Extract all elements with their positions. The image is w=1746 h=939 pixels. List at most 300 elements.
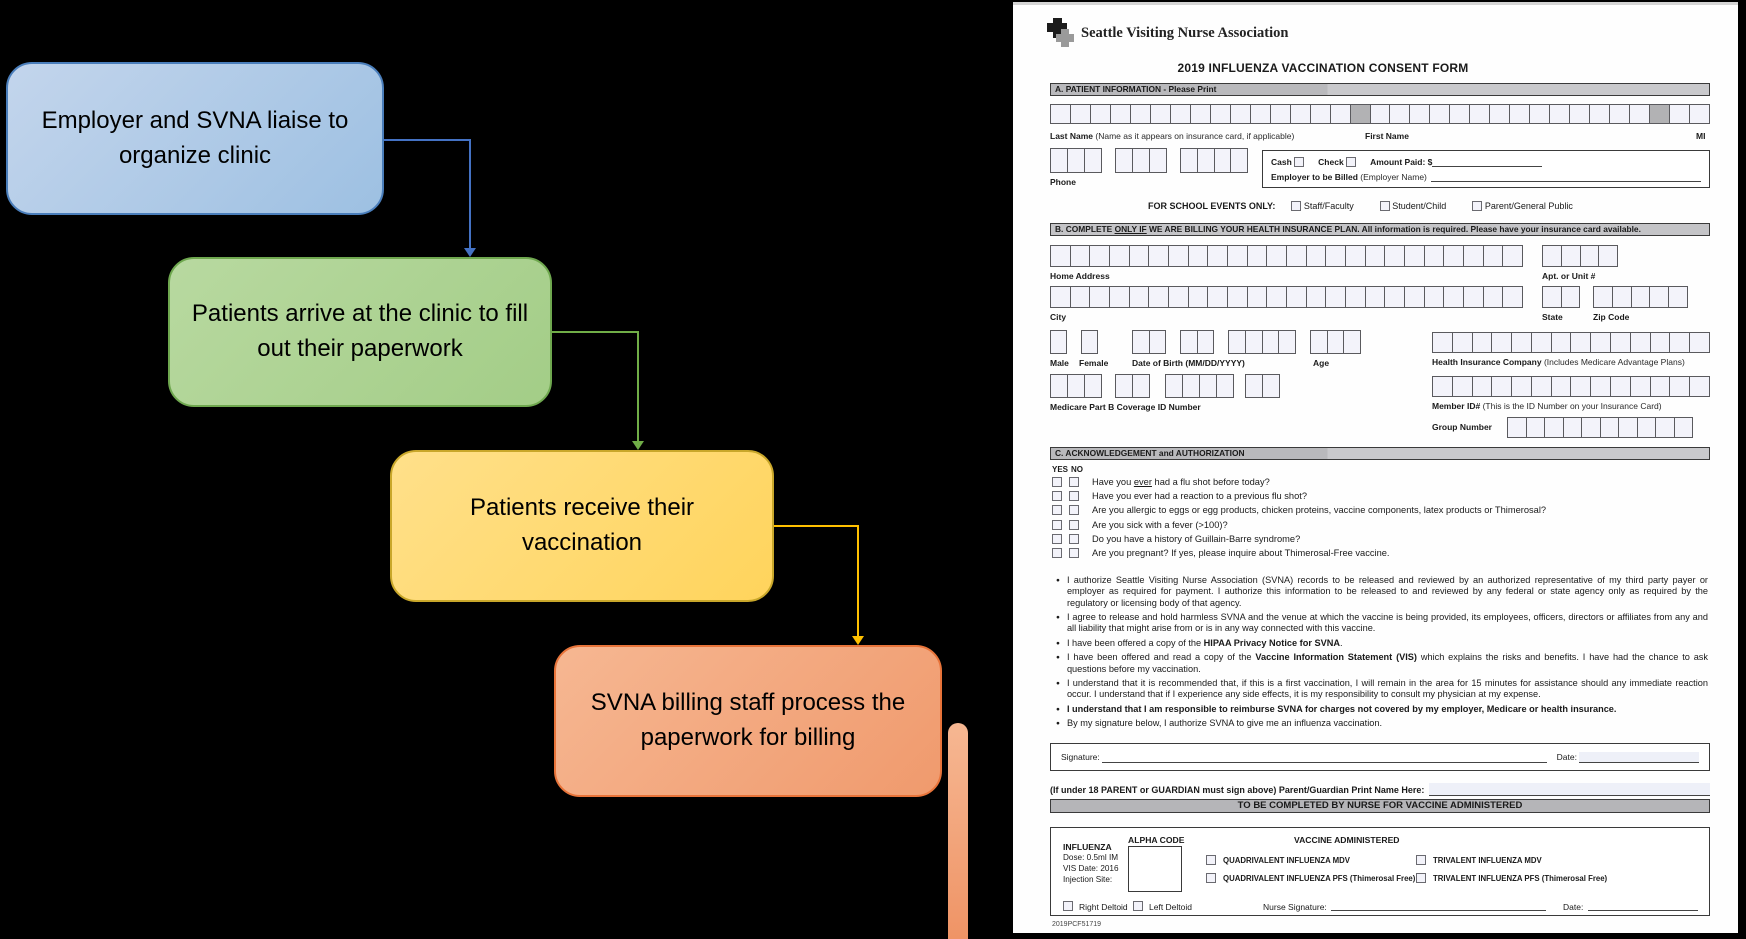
connector-2-h xyxy=(552,331,639,333)
screening-questions xyxy=(1052,477,1702,562)
char-cell[interactable] xyxy=(1580,245,1600,267)
char-cell[interactable] xyxy=(1561,286,1581,308)
influenza-title: INFLUENZA xyxy=(1063,842,1112,852)
char-cell[interactable] xyxy=(1150,104,1171,124)
char-cell[interactable] xyxy=(1197,330,1215,354)
mi-label: MI xyxy=(1696,131,1706,141)
char-cell[interactable] xyxy=(1067,148,1085,173)
tri-mdv-checkbox[interactable] xyxy=(1416,855,1426,865)
question-1-text: Have you ever had a flu shot before today? xyxy=(1092,477,1270,487)
char-cell[interactable] xyxy=(1290,104,1311,124)
q5-yes-checkbox[interactable] xyxy=(1052,534,1062,544)
cash-label: Cash xyxy=(1271,156,1292,167)
question-6-text: Are you pregnant? If yes, please inquire about Thimerosal-Free vaccine. xyxy=(1092,547,1390,558)
char-cell[interactable] xyxy=(1306,286,1327,308)
home-address-row xyxy=(1050,245,1523,267)
alpha-code-label: ALPHA CODE xyxy=(1128,835,1185,845)
under18-row xyxy=(1050,783,1710,796)
first-name-label: First Name xyxy=(1365,131,1409,141)
consent-bullet-4: ● I have been offered and read a copy of the Vaccine Information Statement (VIS) which explains the risks and benefits. I have had the chance to ask questions before my vaccination. xyxy=(1050,652,1708,675)
char-cell[interactable] xyxy=(1247,286,1268,308)
char-cell[interactable] xyxy=(1507,417,1527,438)
group-number-row xyxy=(1507,417,1693,438)
q6-yes-checkbox[interactable] xyxy=(1052,548,1062,558)
char-cell[interactable] xyxy=(1610,332,1631,353)
school-events-row xyxy=(1148,201,1573,211)
char-cell[interactable] xyxy=(1432,376,1453,397)
female-label: Female xyxy=(1079,358,1109,368)
partial-shape xyxy=(948,723,968,939)
employer-billed-label: Employer to be Billed xyxy=(1271,171,1358,182)
char-cell[interactable] xyxy=(1689,332,1710,353)
char-cell[interactable] xyxy=(1551,376,1572,397)
char-cell[interactable] xyxy=(1630,332,1651,353)
question-row-1 xyxy=(1052,477,1702,487)
char-cell[interactable] xyxy=(1463,286,1484,308)
char-cell[interactable] xyxy=(1650,376,1671,397)
char-cell[interactable] xyxy=(1214,148,1232,173)
char-cell[interactable] xyxy=(1593,286,1613,308)
phone-label: Phone xyxy=(1050,177,1076,187)
char-cell[interactable] xyxy=(1668,286,1688,308)
char-cell[interactable] xyxy=(1569,104,1590,124)
state-label: State xyxy=(1542,312,1563,322)
char-cell[interactable] xyxy=(1630,376,1651,397)
char-cell[interactable] xyxy=(1089,245,1110,267)
amount-paid-line[interactable] xyxy=(1432,156,1542,167)
char-cell[interactable] xyxy=(1629,104,1650,124)
flow-step-2 xyxy=(168,257,552,407)
char-cell[interactable] xyxy=(1148,286,1169,308)
flow-step-2-label: Patients arrive at the clinic to fill out their paperwork xyxy=(191,300,529,362)
question-row-3 xyxy=(1052,505,1702,515)
quad-pfs-label: QUADRIVALENT INFLUENZA PFS (Thimerosal Free) xyxy=(1223,874,1416,883)
svna-logo-icon xyxy=(1047,18,1075,50)
char-cell[interactable] xyxy=(1650,332,1671,353)
question-row-5 xyxy=(1052,534,1702,544)
connector-2-v xyxy=(637,331,639,441)
quad-mdv-checkbox[interactable] xyxy=(1206,855,1216,865)
char-cell[interactable] xyxy=(1270,104,1291,124)
char-cell[interactable] xyxy=(1509,104,1530,124)
signature-line[interactable] xyxy=(1102,752,1547,763)
section-b-header: B. COMPLETE ONLY IF WE ARE BILLING YOUR HEALTH INSURANCE PLAN. All information is required. Please have your insurance card available. xyxy=(1050,223,1710,236)
char-cell[interactable] xyxy=(1050,330,1067,354)
check-label: Check xyxy=(1318,156,1344,167)
char-cell[interactable] xyxy=(1286,286,1307,308)
char-cell[interactable] xyxy=(1637,417,1657,438)
under18-label: (If under 18 PARENT or GUARDIAN must sign above) Parent/Guardian Print Name Here: xyxy=(1050,784,1425,795)
staff-faculty-checkbox[interactable] xyxy=(1291,201,1301,211)
char-cell[interactable] xyxy=(1180,148,1198,173)
char-cell[interactable] xyxy=(1149,148,1167,173)
char-cell[interactable] xyxy=(1230,148,1248,173)
flow-step-4 xyxy=(554,645,942,797)
medicare-label: Medicare Part B Coverage ID Number xyxy=(1050,402,1201,412)
char-cell[interactable] xyxy=(1449,104,1470,124)
parent-public-checkbox[interactable] xyxy=(1472,201,1482,211)
q5-no-checkbox[interactable] xyxy=(1069,534,1079,544)
consent-bullet-2: ● I agree to release and hold harmless SVNA and the venue at which the vaccine is being provided, its employees, officers, directors or affiliates from any and all liability that might arise from or is in any way connected with this vaccine. xyxy=(1050,612,1708,635)
question-5-text: Do you have a history of Guillain-Barre syndrome? xyxy=(1092,533,1301,544)
char-cell[interactable] xyxy=(1600,417,1620,438)
char-cell[interactable] xyxy=(1409,104,1430,124)
nurse-date-line[interactable] xyxy=(1588,900,1698,911)
char-cell[interactable] xyxy=(1463,245,1484,267)
char-cell[interactable] xyxy=(1531,332,1552,353)
char-cell[interactable] xyxy=(1343,330,1361,354)
char-cell[interactable] xyxy=(1590,376,1611,397)
char-cell[interactable] xyxy=(1330,104,1351,124)
group-number-label: Group Number xyxy=(1432,422,1492,432)
connector-2-arrowhead-icon xyxy=(632,441,644,450)
home-address-label: Home Address xyxy=(1050,271,1110,281)
q3-no-checkbox[interactable] xyxy=(1069,505,1079,515)
char-cell[interactable] xyxy=(1132,330,1150,354)
char-cell[interactable] xyxy=(1132,374,1150,398)
char-cell[interactable] xyxy=(1216,374,1234,398)
q2-no-checkbox[interactable] xyxy=(1069,491,1079,501)
char-cell[interactable] xyxy=(1443,245,1464,267)
char-cell[interactable] xyxy=(1132,148,1150,173)
char-cell[interactable] xyxy=(1502,245,1523,267)
check-checkbox[interactable] xyxy=(1346,157,1356,167)
char-cell[interactable] xyxy=(1050,148,1068,173)
alpha-code-box[interactable] xyxy=(1128,846,1182,892)
char-cell[interactable] xyxy=(1050,374,1068,398)
signature-date-label: Date: xyxy=(1556,752,1577,762)
char-cell[interactable] xyxy=(1483,245,1504,267)
char-cell[interactable] xyxy=(1228,330,1246,354)
yes-header: YES xyxy=(1052,465,1069,474)
char-cell[interactable] xyxy=(1511,376,1532,397)
char-cell[interactable] xyxy=(1561,245,1581,267)
q1-no-checkbox[interactable] xyxy=(1069,477,1079,487)
char-cell[interactable] xyxy=(1115,148,1133,173)
amount-paid-label: Amount Paid: $ xyxy=(1370,156,1433,167)
char-cell[interactable] xyxy=(1452,376,1473,397)
char-cell[interactable] xyxy=(1689,376,1710,397)
question-row-6 xyxy=(1052,548,1702,558)
phone-prefix-row xyxy=(1115,148,1167,173)
char-cell[interactable] xyxy=(1262,374,1280,398)
char-cell[interactable] xyxy=(1245,374,1263,398)
consent-bullet-1: ● I authorize Seattle Visiting Nurse Association (SVNA) records to be released and reviewed by an authorized representative of my third party payer or employer as required for payment. I authorize this information to be released to and reviewed by any federal or state agency only as required by the regulatory or licensing body of that agency. xyxy=(1050,575,1708,609)
char-cell[interactable] xyxy=(1429,104,1450,124)
vis-date-text: VIS Date: 2016 xyxy=(1063,864,1119,873)
char-cell[interactable] xyxy=(1090,104,1111,124)
staff-faculty-label: Staff/Faculty xyxy=(1303,201,1354,211)
influenza-info xyxy=(1063,842,1119,885)
char-cell[interactable] xyxy=(1188,245,1209,267)
char-cell[interactable] xyxy=(1170,104,1191,124)
char-cell[interactable] xyxy=(1563,417,1583,438)
char-cell[interactable] xyxy=(1491,332,1512,353)
signature-box xyxy=(1050,743,1710,771)
right-deltoid-checkbox[interactable] xyxy=(1063,901,1073,911)
q1-yes-checkbox[interactable] xyxy=(1052,477,1062,487)
char-cell[interactable] xyxy=(1129,245,1150,267)
char-cell[interactable] xyxy=(1502,286,1523,308)
char-cell[interactable] xyxy=(1581,417,1601,438)
char-cell[interactable] xyxy=(1325,286,1346,308)
nurse-signature-line[interactable] xyxy=(1331,900,1546,911)
char-cell[interactable] xyxy=(1544,417,1564,438)
char-cell[interactable] xyxy=(1472,332,1493,353)
char-cell[interactable] xyxy=(1070,286,1091,308)
cash-checkbox[interactable] xyxy=(1294,157,1304,167)
q4-yes-checkbox[interactable] xyxy=(1052,520,1062,530)
char-cell[interactable] xyxy=(1590,332,1611,353)
char-cell[interactable] xyxy=(1424,286,1445,308)
char-cell[interactable] xyxy=(1370,104,1391,124)
connector-3-h xyxy=(774,525,859,527)
age-label: Age xyxy=(1313,358,1330,368)
char-cell[interactable] xyxy=(1227,286,1248,308)
char-cell[interactable] xyxy=(1165,374,1183,398)
char-cell[interactable] xyxy=(1549,104,1570,124)
tri-pfs-checkbox[interactable] xyxy=(1416,873,1426,883)
flow-step-3 xyxy=(390,450,774,602)
char-cell[interactable] xyxy=(1084,148,1102,173)
char-cell[interactable] xyxy=(1278,330,1296,354)
char-cell[interactable] xyxy=(1612,286,1632,308)
vaccine-administered-label: VACCINE ADMINISTERED xyxy=(1294,835,1400,845)
char-cell[interactable] xyxy=(1669,332,1690,353)
member-id-label: Member ID# (This is the ID Number on your Insurance Card) xyxy=(1432,401,1662,411)
char-cell[interactable] xyxy=(1424,245,1445,267)
char-cell[interactable] xyxy=(1384,286,1405,308)
char-cell[interactable] xyxy=(1609,104,1630,124)
char-cell[interactable] xyxy=(1542,286,1562,308)
city-label: City xyxy=(1050,312,1067,322)
age-row xyxy=(1310,330,1361,354)
quad-mdv-label: QUADRIVALENT INFLUENZA MDV xyxy=(1223,856,1350,865)
char-cell[interactable] xyxy=(1115,374,1133,398)
org-name: Seattle Visiting Nurse Association xyxy=(1081,25,1289,41)
char-cell[interactable] xyxy=(1452,332,1473,353)
char-cell[interactable] xyxy=(1489,104,1510,124)
char-cell[interactable] xyxy=(1631,286,1651,308)
nurse-signature-label: Nurse Signature: xyxy=(1263,902,1327,912)
school-events-label: FOR SCHOOL EVENTS ONLY: xyxy=(1148,201,1276,211)
tri-mdv-label: TRIVALENT INFLUENZA MDV xyxy=(1433,856,1542,865)
payment-box xyxy=(1262,150,1710,188)
flow-step-1 xyxy=(6,62,384,215)
char-cell[interactable] xyxy=(1598,245,1618,267)
char-cell[interactable] xyxy=(1180,330,1198,354)
nurse-box xyxy=(1050,827,1710,916)
char-cell[interactable] xyxy=(1649,286,1669,308)
char-cell[interactable] xyxy=(1649,104,1670,124)
char-cell[interactable] xyxy=(1129,286,1150,308)
connector-1-v xyxy=(469,139,471,248)
flow-step-3-label: Patients receive their vaccination xyxy=(469,494,695,556)
question-row-4 xyxy=(1052,520,1702,530)
char-cell[interactable] xyxy=(1551,332,1572,353)
q2-yes-checkbox[interactable] xyxy=(1052,491,1062,501)
char-cell[interactable] xyxy=(1529,104,1550,124)
char-cell[interactable] xyxy=(1050,104,1071,124)
char-cell[interactable] xyxy=(1570,332,1591,353)
char-cell[interactable] xyxy=(1109,286,1130,308)
char-cell[interactable] xyxy=(1070,245,1091,267)
question-2-text: Have you ever had a reaction to a previous flu shot? xyxy=(1092,491,1307,502)
char-cell[interactable] xyxy=(1262,330,1280,354)
char-cell[interactable] xyxy=(1210,104,1231,124)
char-cell[interactable] xyxy=(1689,104,1710,124)
dob-month-row xyxy=(1132,330,1166,354)
char-cell[interactable] xyxy=(1589,104,1610,124)
connector-1-arrowhead-icon xyxy=(464,248,476,257)
char-cell[interactable] xyxy=(1310,104,1331,124)
char-cell[interactable] xyxy=(1345,245,1366,267)
char-cell[interactable] xyxy=(1081,330,1098,354)
flow-step-1-label: Employer and SVNA liaise to organize clinic xyxy=(41,106,349,169)
male-box xyxy=(1050,330,1067,354)
employer-name-note: (Employer Name) xyxy=(1360,171,1427,182)
char-cell[interactable] xyxy=(1669,104,1690,124)
q3-yes-checkbox[interactable] xyxy=(1052,505,1062,515)
char-cell[interactable] xyxy=(1655,417,1675,438)
consent-form-page xyxy=(1013,2,1738,933)
char-cell[interactable] xyxy=(1286,245,1307,267)
consent-bullet-5: ● I understand that it is recommended that, if this is a first vaccination, I will remain in the area for 15 minutes for assistance should any immediate reaction occur. I understand that if I experience any side effects, it is my responsibility to consult my physician at my expense. xyxy=(1050,678,1708,701)
medicare-row-2 xyxy=(1115,374,1150,398)
char-cell[interactable] xyxy=(1327,330,1345,354)
signature-date-line[interactable] xyxy=(1579,752,1699,763)
char-cell[interactable] xyxy=(1190,104,1211,124)
state-row xyxy=(1542,286,1580,308)
employer-name-line[interactable] xyxy=(1431,171,1701,182)
char-cell[interactable] xyxy=(1472,376,1493,397)
char-cell[interactable] xyxy=(1350,104,1371,124)
char-cell[interactable] xyxy=(1432,332,1453,353)
char-cell[interactable] xyxy=(1542,245,1562,267)
char-cell[interactable] xyxy=(1345,286,1366,308)
char-cell[interactable] xyxy=(1168,286,1189,308)
char-cell[interactable] xyxy=(1207,245,1228,267)
char-cell[interactable] xyxy=(1511,332,1532,353)
left-deltoid-checkbox[interactable] xyxy=(1133,901,1143,911)
connector-3-arrowhead-icon xyxy=(852,636,864,645)
right-deltoid-label: Right Deltoid xyxy=(1079,902,1128,912)
consent-bullet-3: ● I have been offered a copy of the HIPAA Privacy Notice for SVNA. xyxy=(1050,638,1708,649)
guardian-name-line[interactable] xyxy=(1429,783,1710,796)
insurance-company-row xyxy=(1432,332,1710,353)
char-cell[interactable] xyxy=(1570,376,1591,397)
char-cell[interactable] xyxy=(1384,245,1405,267)
char-cell[interactable] xyxy=(1310,330,1328,354)
char-cell[interactable] xyxy=(1148,245,1169,267)
char-cell[interactable] xyxy=(1168,245,1189,267)
char-cell[interactable] xyxy=(1110,104,1131,124)
form-code: 2019PCF51719 xyxy=(1052,921,1102,928)
char-cell[interactable] xyxy=(1130,104,1151,124)
apt-row xyxy=(1542,245,1618,267)
medicare-row-3 xyxy=(1165,374,1234,398)
char-cell[interactable] xyxy=(1404,245,1425,267)
phone-area-row xyxy=(1050,148,1102,173)
last-name-label: Last Name (Name as it appears on insurance card, if applicable) xyxy=(1050,131,1295,141)
char-cell[interactable] xyxy=(1089,286,1110,308)
char-cell[interactable] xyxy=(1306,245,1327,267)
char-cell[interactable] xyxy=(1084,374,1102,398)
consent-bullets xyxy=(1050,575,1708,733)
char-cell[interactable] xyxy=(1245,330,1263,354)
char-cell[interactable] xyxy=(1469,104,1490,124)
char-cell[interactable] xyxy=(1109,245,1130,267)
section-a-header: A. PATIENT INFORMATION - Please Print xyxy=(1050,83,1710,96)
consent-bullet-7: ● By my signature below, I authorize SVNA to give me an influenza vaccination. xyxy=(1050,718,1708,729)
char-cell[interactable] xyxy=(1227,245,1248,267)
char-cell[interactable] xyxy=(1443,286,1464,308)
medicare-row-1 xyxy=(1050,374,1102,398)
left-deltoid-label: Left Deltoid xyxy=(1149,902,1192,912)
char-cell[interactable] xyxy=(1669,376,1690,397)
char-cell[interactable] xyxy=(1182,374,1200,398)
student-child-label: Student/Child xyxy=(1392,201,1447,211)
char-cell[interactable] xyxy=(1197,148,1215,173)
char-cell[interactable] xyxy=(1674,417,1694,438)
dob-label: Date of Birth (MM/DD/YYYY) xyxy=(1132,358,1245,368)
char-cell[interactable] xyxy=(1188,286,1209,308)
char-cell[interactable] xyxy=(1067,374,1085,398)
char-cell[interactable] xyxy=(1050,286,1071,308)
char-cell[interactable] xyxy=(1325,245,1346,267)
char-cell[interactable] xyxy=(1149,330,1167,354)
char-cell[interactable] xyxy=(1389,104,1410,124)
char-cell[interactable] xyxy=(1207,286,1228,308)
char-cell[interactable] xyxy=(1266,286,1287,308)
char-cell[interactable] xyxy=(1531,376,1552,397)
q4-no-checkbox[interactable] xyxy=(1069,520,1079,530)
char-cell[interactable] xyxy=(1199,374,1217,398)
char-cell[interactable] xyxy=(1070,104,1091,124)
char-cell[interactable] xyxy=(1610,376,1631,397)
dose-text: Dose: 0.5ml IM xyxy=(1063,853,1119,862)
char-cell[interactable] xyxy=(1230,104,1251,124)
char-cell[interactable] xyxy=(1491,376,1512,397)
char-cell[interactable] xyxy=(1266,245,1287,267)
section-c-header: C. ACKNOWLEDGEMENT and AUTHORIZATION xyxy=(1050,447,1710,460)
char-cell[interactable] xyxy=(1365,286,1386,308)
parent-public-label: Parent/General Public xyxy=(1484,201,1573,211)
char-cell[interactable] xyxy=(1365,245,1386,267)
char-cell[interactable] xyxy=(1404,286,1425,308)
char-cell[interactable] xyxy=(1250,104,1271,124)
char-cell[interactable] xyxy=(1483,286,1504,308)
zip-label: Zip Code xyxy=(1593,312,1630,322)
connector-3-v xyxy=(857,525,859,636)
quad-pfs-checkbox[interactable] xyxy=(1206,873,1216,883)
dob-day-row xyxy=(1180,330,1214,354)
phone-line-row xyxy=(1180,148,1248,173)
city-row xyxy=(1050,286,1523,308)
q6-no-checkbox[interactable] xyxy=(1069,548,1079,558)
char-cell[interactable] xyxy=(1526,417,1546,438)
student-child-checkbox[interactable] xyxy=(1380,201,1390,211)
char-cell[interactable] xyxy=(1247,245,1268,267)
connector-1-h xyxy=(384,139,471,141)
name-char-row xyxy=(1050,104,1710,124)
char-cell[interactable] xyxy=(1618,417,1638,438)
char-cell[interactable] xyxy=(1050,245,1071,267)
consent-bullet-6: ● I understand that I am responsible to reimburse SVNA for charges not covered by my employer, Medicare or health insurance. xyxy=(1050,704,1708,715)
female-box xyxy=(1081,330,1098,354)
nurse-date-label: Date: xyxy=(1563,902,1584,912)
nurse-section-header: TO BE COMPLETED BY NURSE FOR VACCINE ADMINISTERED xyxy=(1050,799,1710,813)
